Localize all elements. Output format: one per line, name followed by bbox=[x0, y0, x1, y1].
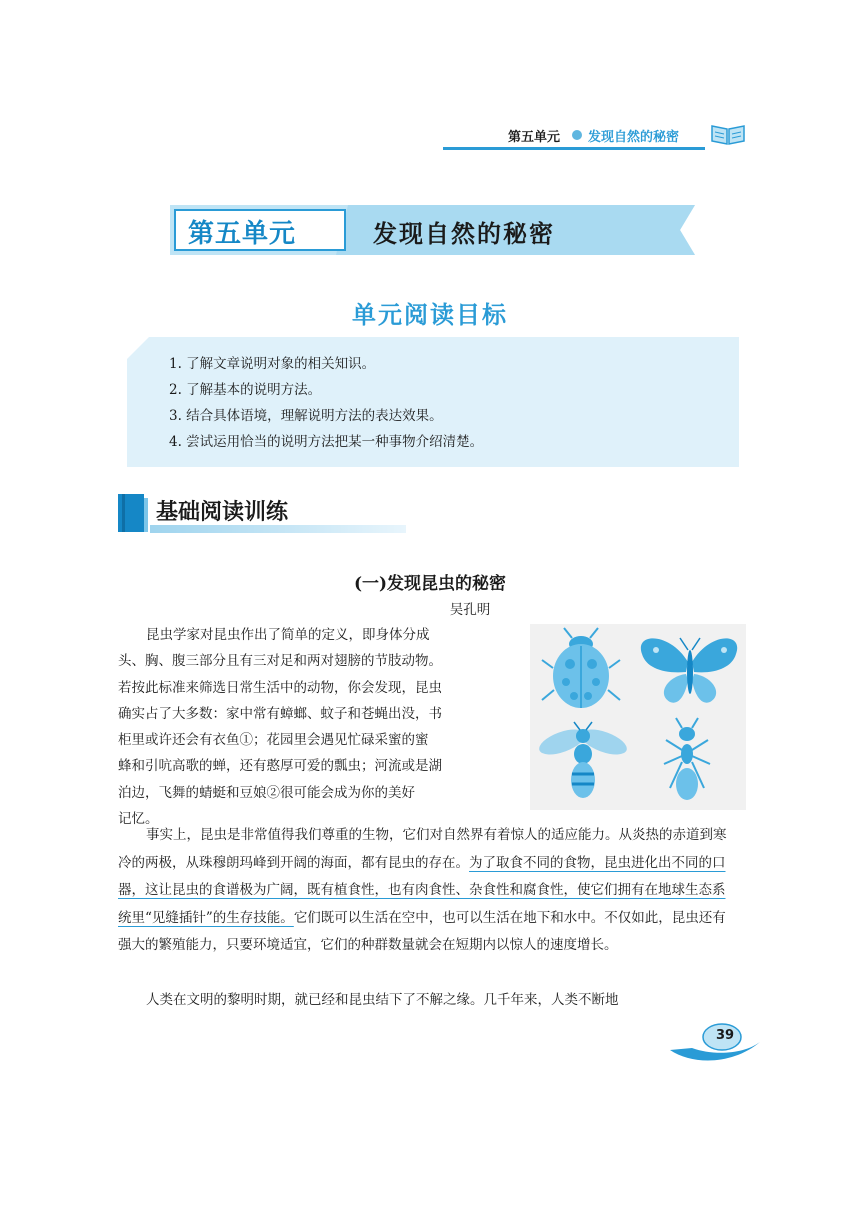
text-line: 蜂和引吭高歌的蝉，还有憨厚可爱的瓢虫；河流或是湖 bbox=[118, 758, 442, 775]
bee-icon bbox=[536, 722, 630, 798]
article-author: 吴孔明 bbox=[449, 602, 491, 618]
paragraph-2-end: 它们既可以生活在空中，也可以生活在地下和水中。不仅如此，昆虫还有强大的繁殖能力，只要环境适宜，它们的种群数量就会在短期内以惊人的速度增长。 bbox=[118, 909, 726, 953]
section-underbar bbox=[150, 525, 406, 533]
goals-box-corner bbox=[127, 337, 149, 359]
paragraph-3-text: 人类在文明的黎明时期，就已经和昆虫结下了不解之缘。几千年来，人类不断地 bbox=[146, 992, 619, 1008]
goals-title: 单元阅读目标 bbox=[352, 301, 508, 329]
unit-banner bbox=[170, 205, 695, 255]
book-icon bbox=[710, 122, 746, 146]
page-number: 39 bbox=[716, 1028, 735, 1043]
text-line-content: 昆虫学家对昆虫作出了简单的定义，即身体分成 bbox=[146, 627, 430, 643]
paragraph-1 bbox=[118, 622, 518, 832]
notebook-icon bbox=[116, 492, 150, 534]
goals-box bbox=[127, 337, 739, 467]
wave-badge-icon bbox=[664, 1020, 764, 1064]
goal-item: 2. 了解基本的说明方法。 bbox=[169, 382, 322, 398]
header-rule bbox=[443, 147, 705, 150]
text-line: 若按此标准来筛选日常生活中的动物，你会发现，昆虫 bbox=[118, 679, 442, 696]
page-number-badge bbox=[664, 1020, 764, 1064]
ant-icon bbox=[664, 718, 710, 800]
section-header bbox=[116, 492, 406, 534]
paragraph-2 bbox=[118, 822, 738, 960]
banner-unit-label: 第五单元 bbox=[188, 219, 297, 249]
text-line bbox=[118, 622, 518, 648]
insects-illustration bbox=[530, 624, 746, 810]
ladybug-icon bbox=[542, 628, 620, 708]
underlined-sentence: 为了取食不同的食物，昆虫进化出不同的口器，这让昆虫的食谱极为广阔，既有植食性，也有肉食性、杂食性和腐食性，使它们拥有在地球生态系统里“见缝插针”的生存技能。 bbox=[118, 854, 726, 926]
banner-title: 发现自然的秘密 bbox=[373, 219, 555, 248]
text-line: 泊边，飞舞的蜻蜓和豆娘②很可能会成为你的美好 bbox=[118, 784, 415, 801]
paragraph-3 bbox=[118, 987, 738, 1015]
text-line: 柜里或许还会有衣鱼①；花园里会遇见忙碌采蜜的蜜 bbox=[118, 732, 429, 749]
text-line: 记忆。 bbox=[118, 811, 159, 828]
butterfly-icon bbox=[641, 638, 737, 703]
article-title: (一)发现昆虫的秘密 bbox=[353, 574, 507, 594]
goals-list bbox=[169, 351, 483, 455]
section-title: 基础阅读训练 bbox=[156, 500, 289, 525]
goal-item: 3. 结合具体语境，理解说明方法的表达效果。 bbox=[169, 408, 443, 424]
running-header-subtitle: 发现自然的秘密 bbox=[588, 130, 680, 145]
paragraph-2-start: 事实上，昆虫是非常值得我们尊重的生物，它们对自然界有着惊人的适应能力。从炎热的赤道到寒冷的两极，从珠穆朗玛峰到开阔的海面，都有昆虫的存在。 bbox=[118, 827, 727, 871]
text-line: 确实占了大多数：家中常有蟑螂、蚊子和苍蝇出没，书 bbox=[118, 705, 442, 722]
text-line: 头、胸、腹三部分且有三对足和两对翅膀的节肢动物。 bbox=[118, 653, 442, 670]
goal-item: 1. 了解文章说明对象的相关知识。 bbox=[169, 356, 376, 372]
running-header-unit: 第五单元 bbox=[508, 130, 561, 145]
goal-item: 4. 尝试运用恰当的说明方法把某一种事物介绍清楚。 bbox=[169, 434, 484, 450]
bullet-dot-icon bbox=[572, 130, 582, 140]
